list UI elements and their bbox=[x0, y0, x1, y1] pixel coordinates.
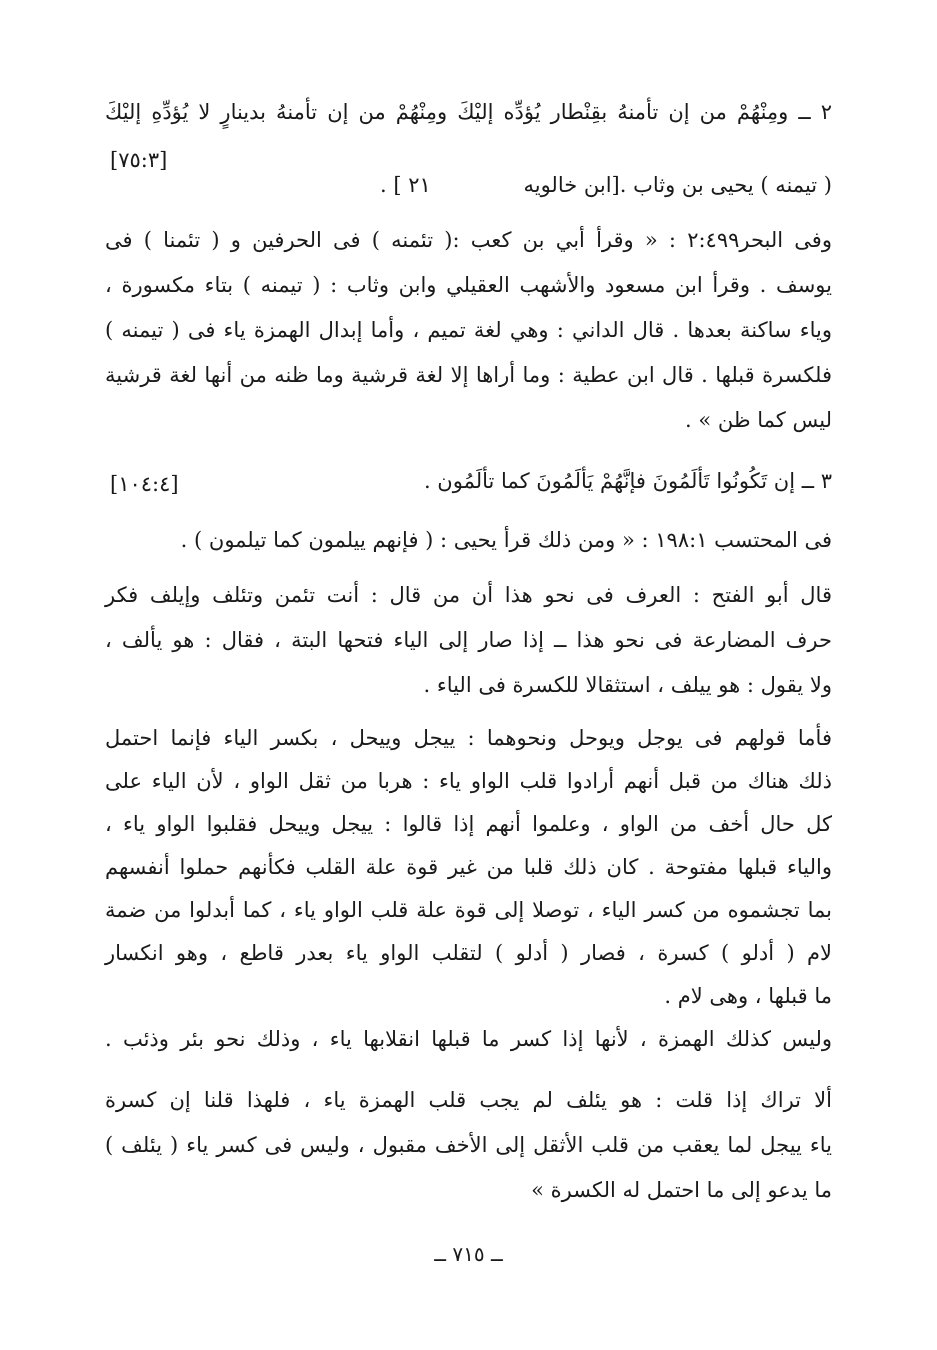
verse-3-reference: [١٠٤:٤] bbox=[110, 472, 179, 496]
page-number: ــ ٧١٥ ــ bbox=[434, 1242, 503, 1266]
verse-2-reference: [٧٥:٣] bbox=[110, 148, 168, 172]
paragraph-line: ذلك هناك من قبل أنهم أرادوا قلب الواو ياء : هربا من ثقل الواو ، لأن الياء على bbox=[105, 769, 832, 793]
paragraph-line: فى المحتسب ١٩٨:١ : « ومن ذلك قرأ يحيى : ( فإنهم ييلمون كما تيلمون ) . bbox=[180, 528, 832, 552]
verse-2-source-ref: ٢١ ] . bbox=[380, 173, 431, 197]
paragraph-line: ألا تراك إذا قلت : هو يئلف لم يجب قلب الهمزة ياء ، فلهذا قلنا إن كسرة bbox=[105, 1088, 832, 1112]
paragraph-line: وليس كذلك الهمزة ، لأنها إذا كسر ما قبلها انقلابها ياء ، وذلك نحو بئر وذئب . bbox=[105, 1027, 832, 1051]
paragraph-line: والياء قبلها مفتوحة . كان ذلك قلبا من غير قوة علة القلب فكأنهم حملوا أنفسهم bbox=[105, 855, 832, 879]
verse-2-line: ٢ ــ ومِنْهُمْ من إن تأمنهُ بقِنْطار يُؤدِّه إليْكَ ومِنْهُمْ من إن تأمنهُ بدينارٍ لا يُؤدِّهِ إليْكَ bbox=[105, 100, 832, 124]
verse-3-line: ٣ ــ إن تَكُونُوا تَألَمُونَ فإنَّهُمْ يَألَمُونَ كما تألَمُون . bbox=[423, 469, 832, 493]
paragraph-line: كل حال أخف من الواو ، وعلموا أنهم إذا قالوا : ييجل وييحل فقلبوا الواو ياء ، bbox=[105, 812, 832, 836]
paragraph-line: يوسف . وقرأ ابن مسعود والأشهب العقيلي وابن وثاب : ( تيمنه ) بتاء مكسورة ، bbox=[105, 273, 832, 297]
paragraph-line: ما قبلها ، وهى لام . bbox=[664, 984, 832, 1008]
paragraph-line: فأما قولهم فى يوجل ويوحل ونحوهما : ييجل وييحل ، بكسر الياء فإنما احتمل bbox=[105, 726, 832, 750]
paragraph-line: ولا يقول : هو ييلف ، استثقالا للكسرة فى الياء . bbox=[423, 673, 832, 697]
paragraph-line: وفى البحر٢:٤٩٩ : « وقرأ أبي بن كعب :( تئمنه ) فى الحرفين و ( تئمنا ) فى bbox=[105, 228, 832, 252]
paragraph-line: ما يدعو إلى ما احتمل له الكسرة » bbox=[531, 1178, 832, 1202]
paragraph-line: لام ( أدلو ) كسرة ، فصار ( أدلو ) لتقلب الواو ياء بعدر قاطع ، وهو انكسار bbox=[105, 941, 832, 965]
paragraph-line: بما تجشموه من كسر الياء ، توصلا إلى قوة علة قلب الواو ياء ، كما أبدلوا من ضمة bbox=[105, 898, 832, 922]
paragraph-line: حرف المضارعة فى نحو هذا ــ إذا صار إلى الياء فتحها البتة ، فقال : هو يألف ، bbox=[105, 628, 832, 652]
paragraph-line: ياء ييجل لما يعقب من قلب الأثقل إلى الأخف مقبول ، وليس فى كسر ياء ( يئلف ) bbox=[105, 1133, 832, 1157]
paragraph-line: وياء ساكنة بعدها . قال الداني : وهي لغة تميم ، وأما إبدال الهمزة ياء فى ( تيمنه ) bbox=[105, 318, 832, 342]
paragraph-line: قال أبو الفتح : العرف فى نحو هذا أن من قال : أنت تئمن وتئلف وإيلف فكر bbox=[105, 583, 832, 607]
paragraph-line: فلكسرة قبلها . قال ابن عطية : وما أراها إلا لغة قرشية وما ظنه من أنها لغة قرشية bbox=[105, 363, 832, 387]
paragraph-line: ليس كما ظن » . bbox=[685, 408, 832, 432]
verse-2-reading: ( تيمنه ) يحيى بن وثاب .[ابن خالويه bbox=[523, 173, 832, 197]
